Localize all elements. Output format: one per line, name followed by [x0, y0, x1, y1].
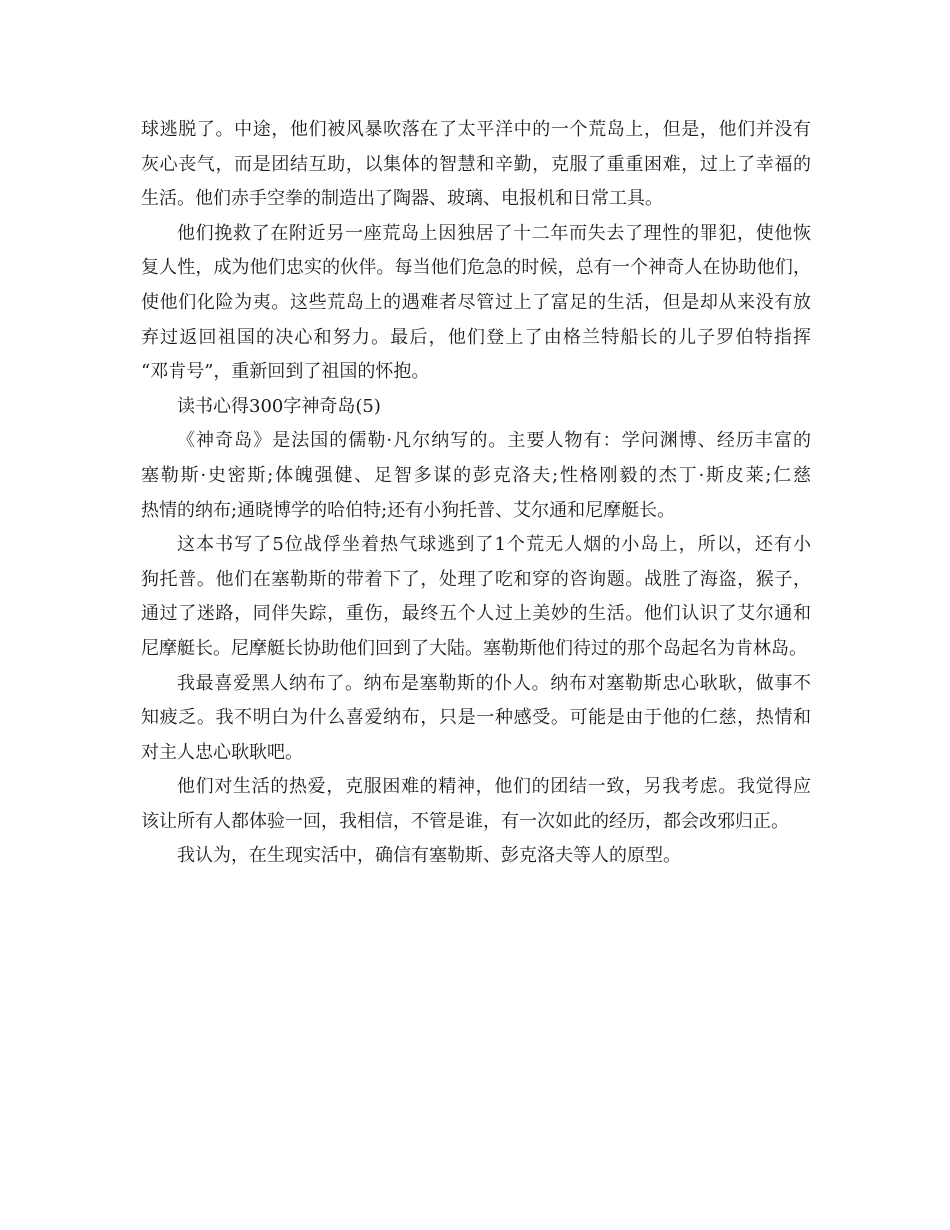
document-body [141, 113, 811, 874]
text-line: 尼摩艇长。尼摩艇长协助他们回到了大陆。塞勒斯他们待过的那个岛起名为肯林岛。 [141, 637, 807, 659]
text-line: 狗托普。他们在塞勒斯的带着下了，处理了吃和穿的咨询题。战胜了海盗，猴子， [141, 568, 811, 590]
text-line: 通过了迷路，同伴失踪，重伤，最终五个人过上美妙的生活。他们认识了艾尔通和 [141, 603, 811, 625]
text-line: 该让所有人都体验一回，我相信，不管是谁，有一次如此的经历，都会改邪归正。 [141, 810, 789, 832]
text-line: 我最喜爱黑人纳布了。纳布是塞勒斯的仆人。纳布对塞勒斯忠心耿耿，做事不 [177, 672, 811, 694]
text-line: “邓肯号”，重新回到了祖国的怀抱。 [141, 361, 430, 383]
text-line: 弃过返回祖国的决心和努力。最后，他们登上了由格兰特船长的儿子罗伯特指挥 [141, 326, 811, 348]
text-line: 《神奇岛》是法国的儒勒·凡尔纳写的。主要人物有：学问渊博、经历丰富的 [177, 430, 811, 452]
text-line: 球逃脱了。中途，他们被风暴吹落在了太平洋中的一个荒岛上，但是，他们并没有 [141, 119, 811, 140]
text-line: 塞勒斯·史密斯;体魄强健、足智多谋的彭克洛夫;性格刚毅的杰丁·斯皮莱;仁慈 [141, 464, 811, 486]
text-line: 对主人忠心耿耿吧。 [141, 741, 303, 763]
text-line: 这本书写了5位战俘坐着热气球逃到了1个荒无人烟的小岛上，所以，还有小 [177, 534, 811, 556]
text-line: 读书心得300字神奇岛(5) [177, 395, 381, 417]
text-line: 他们挽救了在附近另一座荒岛上因独居了十二年而失去了理性的罪犯，使他恢 [177, 222, 811, 244]
text-line: 复人性，成为他们忠实的伙伴。每当他们危急的时候，总有一个神奇人在协助他们， [141, 257, 811, 279]
text-line: 我认为，在生现实活中，确信有塞勒斯、彭克洛夫等人的原型。 [177, 845, 681, 867]
text-line: 灰心丧气，而是团结互助，以集体的智慧和辛勤，克服了重重困难，过上了幸福的 [141, 153, 811, 175]
text-line: 热情的纳布;通晓博学的哈伯特;还有小狗托普、艾尔通和尼摩艇长。 [141, 499, 676, 521]
text-line: 知疲乏。我不明白为什么喜爱纳布，只是一种感受。可能是由于他的仁慈，热情和 [141, 707, 811, 729]
text-line: 使他们化险为夷。这些荒岛上的遇难者尽管过上了富足的生活，但是却从来没有放 [141, 291, 811, 313]
text-line: 他们对生活的热爱，克服困难的精神，他们的团结一致，另我考虑。我觉得应 [177, 776, 811, 798]
text-line: 生活。他们赤手空拳的制造出了陶器、玻璃、电报机和日常工具。 [141, 188, 663, 210]
